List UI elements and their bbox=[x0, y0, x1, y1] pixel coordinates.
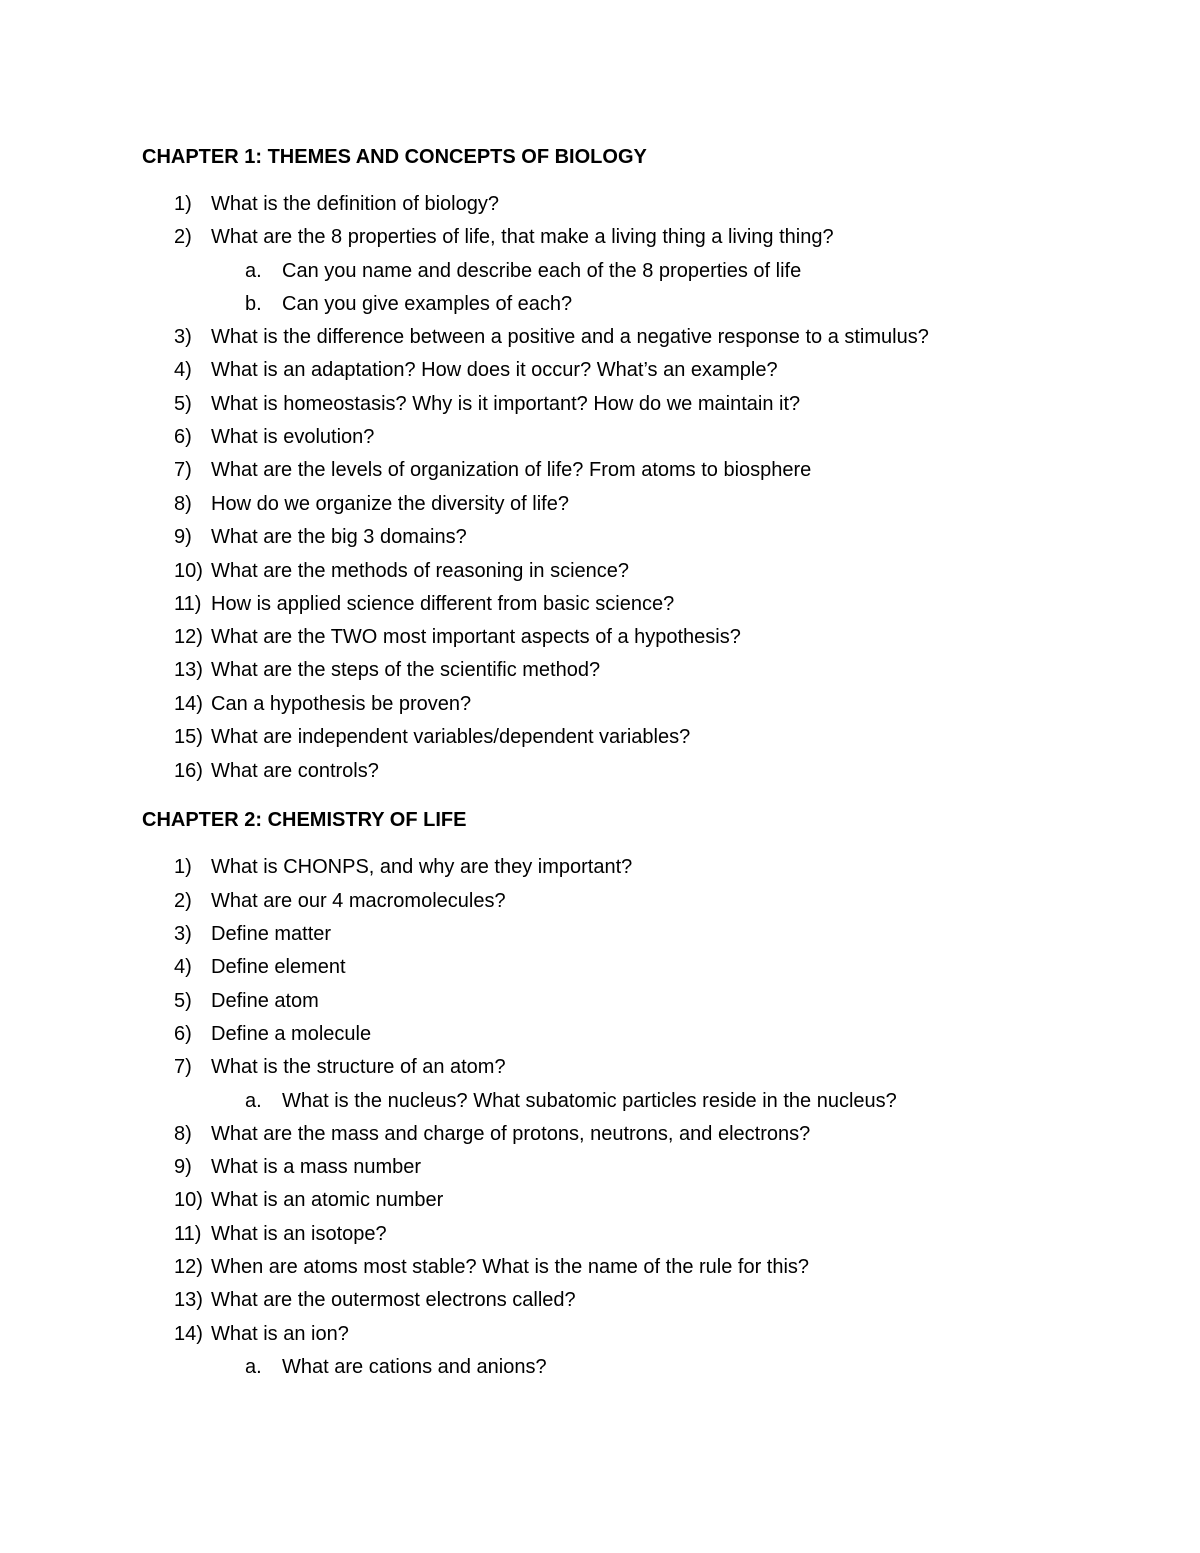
item-number: 14) bbox=[174, 693, 203, 715]
item-number: 8) bbox=[174, 1123, 192, 1145]
item-number: 9) bbox=[174, 1156, 192, 1178]
item-letter: a. bbox=[245, 260, 262, 282]
list-item bbox=[174, 221, 1074, 254]
list-item bbox=[174, 555, 1074, 588]
item-number: 3) bbox=[174, 326, 192, 348]
list-item bbox=[174, 1284, 1074, 1317]
list-item bbox=[174, 1251, 1074, 1284]
item-text: What is homeostasis? Why is it important? How do we maintain it? bbox=[211, 393, 801, 415]
item-number: 13) bbox=[174, 1289, 203, 1311]
item-text: What is the definition of biology? bbox=[211, 193, 499, 215]
item-text: What are the TWO most important aspects of a hypothesis? bbox=[211, 626, 741, 648]
item-text: What is the structure of an atom? bbox=[211, 1056, 506, 1078]
list-item bbox=[174, 688, 1074, 721]
item-text: What are independent variables/dependent variables? bbox=[211, 726, 691, 748]
list-item bbox=[174, 1051, 1074, 1084]
item-text: Can you give examples of each? bbox=[282, 293, 573, 315]
chapter-2-heading: CHAPTER 2: CHEMISTRY OF LIFE bbox=[142, 809, 467, 831]
item-text: What are the 8 properties of life, that make a living thing a living thing? bbox=[211, 226, 834, 248]
item-text: When are atoms most stable? What is the name of the rule for this? bbox=[211, 1256, 810, 1278]
item-letter: a. bbox=[245, 1090, 262, 1112]
item-text: How is applied science different from basic science? bbox=[211, 593, 675, 615]
item-number: 2) bbox=[174, 226, 192, 248]
list-item bbox=[174, 321, 1074, 354]
item-number: 4) bbox=[174, 359, 192, 381]
item-number: 6) bbox=[174, 426, 192, 448]
item-number: 7) bbox=[174, 459, 192, 481]
item-number: 10) bbox=[174, 560, 203, 582]
item-text: What are the mass and charge of protons, neutrons, and electrons? bbox=[211, 1123, 811, 1145]
item-text: What is CHONPS, and why are they important? bbox=[211, 856, 633, 878]
item-number: 11) bbox=[174, 1223, 202, 1245]
item-text: What are the methods of reasoning in science? bbox=[211, 560, 630, 582]
list-item bbox=[174, 354, 1074, 387]
list-item bbox=[174, 421, 1074, 454]
item-number: 11) bbox=[174, 593, 202, 615]
list-item bbox=[174, 621, 1074, 654]
list-item bbox=[174, 885, 1074, 918]
item-letter: a. bbox=[245, 1356, 262, 1378]
item-number: 9) bbox=[174, 526, 192, 548]
list-item bbox=[174, 521, 1074, 554]
item-text: What is an atomic number bbox=[211, 1189, 444, 1211]
list-item bbox=[174, 1118, 1074, 1151]
item-letter: b. bbox=[245, 293, 262, 315]
item-number: 2) bbox=[174, 890, 192, 912]
item-number: 8) bbox=[174, 493, 192, 515]
list-item bbox=[174, 918, 1074, 951]
item-number: 14) bbox=[174, 1323, 203, 1345]
item-number: 5) bbox=[174, 990, 192, 1012]
chapter-1-heading: CHAPTER 1: THEMES AND CONCEPTS OF BIOLOGY bbox=[142, 146, 647, 168]
item-number: 3) bbox=[174, 923, 192, 945]
item-number: 7) bbox=[174, 1056, 192, 1078]
list-item bbox=[174, 1151, 1074, 1184]
list-item bbox=[174, 654, 1074, 687]
item-text: What is an isotope? bbox=[211, 1223, 387, 1245]
item-text: What is a mass number bbox=[211, 1156, 422, 1178]
item-text: What is evolution? bbox=[211, 426, 375, 448]
sub-list-item bbox=[245, 1351, 1075, 1384]
item-number: 1) bbox=[174, 856, 192, 878]
sub-list-item bbox=[245, 1085, 1075, 1118]
item-text: What are the big 3 domains? bbox=[211, 526, 467, 548]
item-number: 12) bbox=[174, 1256, 203, 1278]
item-number: 4) bbox=[174, 956, 192, 978]
list-item bbox=[174, 454, 1074, 487]
list-item bbox=[174, 1018, 1074, 1051]
item-number: 10) bbox=[174, 1189, 203, 1211]
sub-list-item bbox=[245, 288, 1075, 321]
item-number: 15) bbox=[174, 726, 203, 748]
item-text: What are controls? bbox=[211, 760, 379, 782]
list-item bbox=[174, 755, 1074, 788]
list-item bbox=[174, 188, 1074, 221]
item-text: What is an ion? bbox=[211, 1323, 349, 1345]
item-number: 16) bbox=[174, 760, 203, 782]
list-item bbox=[174, 388, 1074, 421]
list-item bbox=[174, 588, 1074, 621]
list-item bbox=[174, 951, 1074, 984]
item-text: Can you name and describe each of the 8 properties of life bbox=[282, 260, 802, 282]
item-number: 5) bbox=[174, 393, 192, 415]
list-item bbox=[174, 985, 1074, 1018]
item-text: What is the difference between a positive and a negative response to a stimulus? bbox=[211, 326, 929, 348]
item-text: What are the levels of organization of life? From atoms to biosphere bbox=[211, 459, 812, 481]
item-text: Can a hypothesis be proven? bbox=[211, 693, 472, 715]
list-item bbox=[174, 488, 1074, 521]
sub-list-item bbox=[245, 255, 1075, 288]
item-text: Define element bbox=[211, 956, 346, 978]
item-text: What are our 4 macromolecules? bbox=[211, 890, 506, 912]
item-text: What are the outermost electrons called? bbox=[211, 1289, 576, 1311]
item-text: What are cations and anions? bbox=[282, 1356, 547, 1378]
item-text: Define a molecule bbox=[211, 1023, 372, 1045]
item-text: Define matter bbox=[211, 923, 332, 945]
item-text: What is the nucleus? What subatomic particles reside in the nucleus? bbox=[282, 1090, 897, 1112]
item-text: Define atom bbox=[211, 990, 319, 1012]
item-number: 13) bbox=[174, 659, 203, 681]
list-item bbox=[174, 1318, 1074, 1351]
item-number: 12) bbox=[174, 626, 203, 648]
item-number: 1) bbox=[174, 193, 192, 215]
list-item bbox=[174, 721, 1074, 754]
list-item bbox=[174, 1218, 1074, 1251]
item-number: 6) bbox=[174, 1023, 192, 1045]
item-text: What are the steps of the scientific method? bbox=[211, 659, 601, 681]
list-item bbox=[174, 851, 1074, 884]
item-text: How do we organize the diversity of life? bbox=[211, 493, 569, 515]
item-text: What is an adaptation? How does it occur? What’s an example? bbox=[211, 359, 778, 381]
list-item bbox=[174, 1184, 1074, 1217]
